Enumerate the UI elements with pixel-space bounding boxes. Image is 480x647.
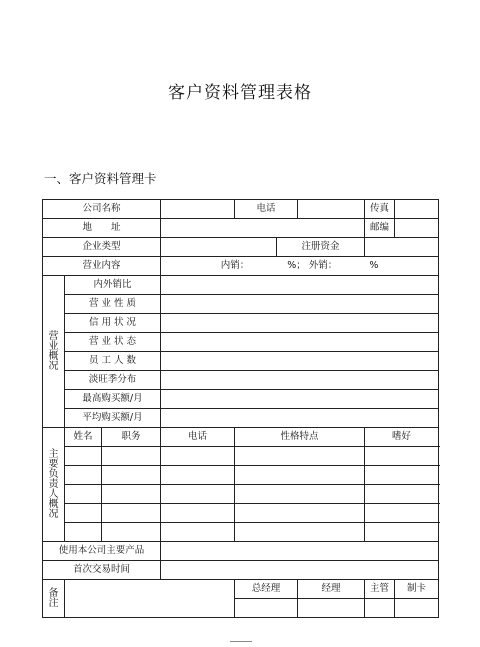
principal-header-title: 职务 bbox=[102, 428, 161, 447]
overview-item-avg-purchase: 平均购买额/月 bbox=[65, 409, 161, 428]
registered-capital-label: 注册资金 bbox=[277, 238, 365, 257]
table-row bbox=[43, 485, 439, 504]
company-type-label: 企业类型 bbox=[43, 238, 161, 257]
remarks-cell[interactable] bbox=[65, 580, 235, 618]
overview-value-cell[interactable] bbox=[161, 314, 439, 333]
card-maker-sign[interactable] bbox=[395, 599, 439, 618]
remarks-label: 备 注 bbox=[43, 580, 65, 618]
table-row bbox=[43, 447, 439, 466]
table-row bbox=[43, 466, 439, 485]
principal-header-name: 姓名 bbox=[65, 428, 102, 447]
table-row bbox=[43, 523, 439, 542]
percent-sign: % bbox=[287, 260, 297, 272]
principal-label: 主 要 负 责 人 概 况 bbox=[43, 428, 65, 542]
overview-value-cell[interactable] bbox=[161, 352, 439, 371]
section-heading: 一、客户资料管理卡 bbox=[44, 171, 157, 186]
company-name-cell[interactable] bbox=[161, 200, 235, 219]
company-type-cell[interactable] bbox=[161, 238, 277, 257]
first-trade-label: 首次交易时间 bbox=[43, 561, 161, 580]
products-label: 使用本公司主要产品 bbox=[43, 542, 161, 561]
general-manager-sign[interactable] bbox=[235, 599, 298, 618]
export-sales-label: 外销： bbox=[308, 260, 338, 272]
phone-cell[interactable] bbox=[298, 200, 365, 219]
overview-value-cell[interactable] bbox=[161, 333, 439, 352]
address-label: 地 址 bbox=[43, 219, 161, 238]
overview-value-cell[interactable] bbox=[161, 276, 439, 295]
overview-value-cell[interactable] bbox=[161, 409, 439, 428]
postcode-label: 邮编 bbox=[365, 219, 395, 238]
page-title: 客户资料管理表格 bbox=[168, 83, 312, 103]
supervisor-label: 主管 bbox=[365, 580, 395, 599]
principal-header-phone: 电话 bbox=[161, 428, 235, 447]
manager-sign[interactable] bbox=[298, 599, 365, 618]
registered-capital-cell[interactable] bbox=[365, 238, 439, 257]
fax-cell[interactable] bbox=[395, 200, 439, 219]
domestic-sales-label: 内销： bbox=[220, 260, 250, 272]
business-overview-label: 营 业 概 况 bbox=[43, 276, 65, 428]
first-trade-cell[interactable] bbox=[161, 561, 439, 580]
principal-header-personality: 性格特点 bbox=[235, 428, 365, 447]
principal-header-hobby: 嗜好 bbox=[365, 428, 439, 447]
page-footer-mark bbox=[230, 641, 252, 646]
separator: ； bbox=[296, 260, 306, 272]
manager-label: 经理 bbox=[298, 580, 365, 599]
business-content-label: 营业内容 bbox=[43, 257, 161, 276]
overview-item-max-purchase: 最高购买额/月 bbox=[65, 390, 161, 409]
postcode-cell[interactable] bbox=[395, 219, 439, 238]
overview-item-employees: 员 工 人 数 bbox=[65, 352, 161, 371]
general-manager-label: 总经理 bbox=[235, 580, 298, 599]
overview-item-nature: 营 业 性 质 bbox=[65, 295, 161, 314]
overview-item-credit: 信 用 状 况 bbox=[65, 314, 161, 333]
customer-info-card bbox=[42, 199, 439, 618]
business-content-cell[interactable] bbox=[161, 257, 439, 276]
supervisor-sign[interactable] bbox=[365, 599, 395, 618]
overview-item-sales-ratio: 内外销比 bbox=[65, 276, 161, 295]
phone-label: 电话 bbox=[235, 200, 298, 219]
company-name-label: 公司名称 bbox=[43, 200, 161, 219]
card-maker-label: 制卡 bbox=[395, 580, 439, 599]
fax-label: 传真 bbox=[365, 200, 395, 219]
overview-value-cell[interactable] bbox=[161, 371, 439, 390]
overview-item-season: 淡旺季分布 bbox=[65, 371, 161, 390]
products-cell[interactable] bbox=[161, 542, 439, 561]
overview-value-cell[interactable] bbox=[161, 390, 439, 409]
table-row bbox=[43, 504, 439, 523]
percent-sign: % bbox=[369, 260, 379, 272]
overview-item-status: 营 业 状 态 bbox=[65, 333, 161, 352]
overview-value-cell[interactable] bbox=[161, 295, 439, 314]
address-cell[interactable] bbox=[161, 219, 365, 238]
